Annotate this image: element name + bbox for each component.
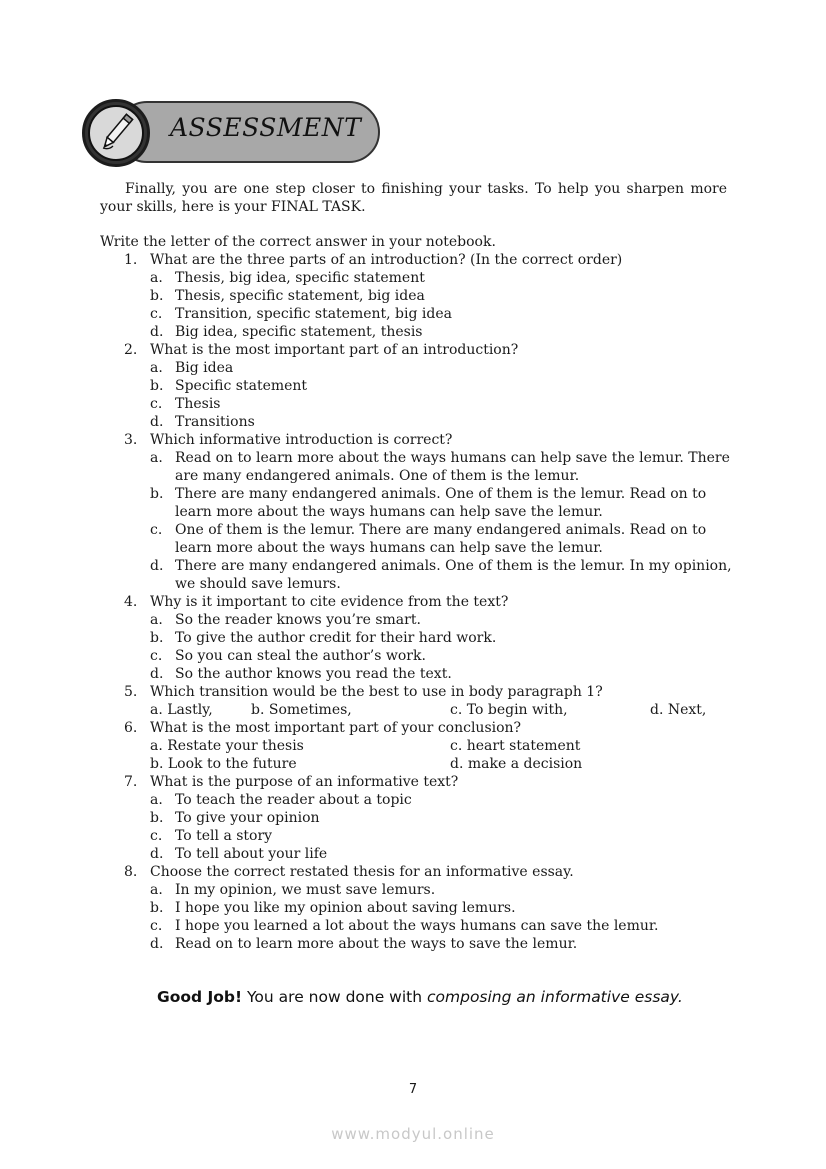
option-letter: b. [150, 810, 164, 826]
question [100, 863, 740, 881]
option [100, 269, 740, 287]
option-letter: d. [150, 666, 164, 682]
option-letter: d. [150, 846, 164, 862]
closing-bold: Good Job! [157, 988, 243, 1006]
question [100, 683, 740, 701]
question-list [100, 251, 740, 953]
question-text: What is the most important part of an introduction? [150, 342, 519, 358]
option-letter: a. [150, 612, 163, 628]
question-number: 6. [124, 720, 138, 736]
option-text: To tell about your life [175, 846, 328, 862]
option-text: In my opinion, we must save lemurs. [175, 882, 436, 898]
question-text: What is the most important part of your conclusion? [150, 720, 522, 736]
option [100, 935, 740, 953]
option [100, 287, 740, 305]
option: a. Restate your thesis [150, 738, 304, 754]
option-text: Transition, specific statement, big idea [175, 306, 452, 322]
option-text: To tell a story [175, 828, 273, 844]
question [100, 251, 740, 269]
option-row [100, 701, 740, 719]
option-text: Specific statement [175, 378, 308, 394]
watermark: www.modyul.online [331, 1125, 495, 1143]
question-number: 1. [124, 252, 138, 268]
question-text: What are the three parts of an introduction? (In the correct order) [150, 252, 623, 268]
option-letter: b. [150, 486, 164, 502]
option [100, 647, 740, 665]
option [100, 449, 740, 485]
option-text: Thesis, big idea, specific statement [175, 270, 425, 286]
option [100, 485, 740, 521]
option-letter: d. [150, 324, 164, 340]
option-letter: b. [150, 900, 164, 916]
question [100, 341, 740, 359]
option [100, 881, 740, 899]
option-text: So the author knows you read the text. [175, 666, 452, 682]
option-letter: d. [150, 936, 164, 952]
option [100, 809, 740, 827]
option [100, 827, 740, 845]
option-text: I hope you like my opinion about saving lemurs. [175, 900, 516, 916]
option-letter: a. [150, 270, 163, 286]
option: c. heart statement [450, 738, 581, 754]
option [100, 377, 740, 395]
option-letter: a. [150, 792, 163, 808]
option-letter: c. [150, 396, 163, 412]
option [100, 359, 740, 377]
option-letter: c. [150, 648, 163, 664]
option [100, 395, 740, 413]
option-text: Thesis [175, 396, 221, 412]
option-text: Read on to learn more about the ways humans can help save the lemur. There are many endangered animals. One of them is the lemur. [175, 450, 730, 484]
option-text: Big idea [175, 360, 234, 376]
option-text: To give the author credit for their hard work. [175, 630, 497, 646]
instruction-text: Write the letter of the correct answer in your notebook. [100, 234, 496, 250]
option: d. make a decision [450, 756, 583, 772]
closing-italic: composing an informative essay. [427, 988, 683, 1006]
question-text: Why is it important to cite evidence from the text? [150, 594, 509, 610]
option [100, 557, 740, 593]
option-letter: c. [150, 918, 163, 934]
closing-normal: You are now done with [242, 988, 427, 1006]
question-number: 8. [124, 864, 138, 880]
question [100, 593, 740, 611]
option-text: To teach the reader about a topic [175, 792, 412, 808]
option-letter: b. [150, 630, 164, 646]
banner-title: ASSESSMENT [170, 113, 362, 142]
option-letter: a. [150, 450, 163, 466]
option [100, 791, 740, 809]
option-text: Transitions [175, 414, 255, 430]
option: c. To begin with, [450, 702, 568, 718]
question-number: 4. [124, 594, 138, 610]
option [100, 521, 740, 557]
question-number: 2. [124, 342, 138, 358]
option-text: One of them is the lemur. There are many endangered animals. Read on to learn more about the ways humans can help save the lemur. [175, 522, 707, 556]
question-number: 3. [124, 432, 138, 448]
option-letter: c. [150, 828, 163, 844]
option-row [100, 737, 740, 755]
option-text: Big idea, specific statement, thesis [175, 324, 423, 340]
pencil-icon [82, 99, 150, 167]
question [100, 773, 740, 791]
assessment-banner [82, 99, 382, 167]
option-letter: c. [150, 306, 163, 322]
option-text: I hope you learned a lot about the ways humans can save the lemur. [175, 918, 659, 934]
option: b. Look to the future [150, 756, 297, 772]
question [100, 431, 740, 449]
option [100, 323, 740, 341]
option-text: To give your opinion [175, 810, 320, 826]
option [100, 917, 740, 935]
option-letter: a. [150, 882, 163, 898]
option-text: Thesis, specific statement, big idea [175, 288, 425, 304]
page-number: 7 [408, 1082, 418, 1097]
option [100, 413, 740, 431]
option-text: So you can steal the author’s work. [175, 648, 426, 664]
question-text: Which informative introduction is correct? [150, 432, 453, 448]
option-letter: d. [150, 558, 164, 574]
question-text: What is the purpose of an informative text? [150, 774, 459, 790]
question [100, 719, 740, 737]
option: d. Next, [650, 702, 707, 718]
closing-message [157, 988, 683, 1006]
option-text: So the reader knows you’re smart. [175, 612, 421, 628]
option-letter: c. [150, 522, 163, 538]
option-letter: b. [150, 378, 164, 394]
option [100, 629, 740, 647]
question-text: Which transition would be the best to use in body paragraph 1? [150, 684, 603, 700]
option: a. Lastly, [150, 702, 213, 718]
question-number: 7. [124, 774, 138, 790]
option-text: Read on to learn more about the ways to save the lemur. [175, 936, 578, 952]
option-letter: a. [150, 360, 163, 376]
option [100, 845, 740, 863]
option: b. Sometimes, [251, 702, 352, 718]
option-text: There are many endangered animals. One of them is the lemur. In my opinion, we should save lemurs. [175, 558, 732, 592]
option-row [100, 755, 740, 773]
question-text: Choose the correct restated thesis for an informative essay. [150, 864, 574, 880]
option [100, 665, 740, 683]
option-letter: b. [150, 288, 164, 304]
option-letter: d. [150, 414, 164, 430]
option-text: There are many endangered animals. One of them is the lemur. Read on to learn more about the ways humans can help save the lemur. [175, 486, 707, 520]
question-number: 5. [124, 684, 138, 700]
option [100, 899, 740, 917]
option [100, 305, 740, 323]
option [100, 611, 740, 629]
intro-paragraph: Finally, you are one step closer to finishing your tasks. To help you sharpen more your skills, here is your FINAL TASK. [100, 181, 727, 215]
